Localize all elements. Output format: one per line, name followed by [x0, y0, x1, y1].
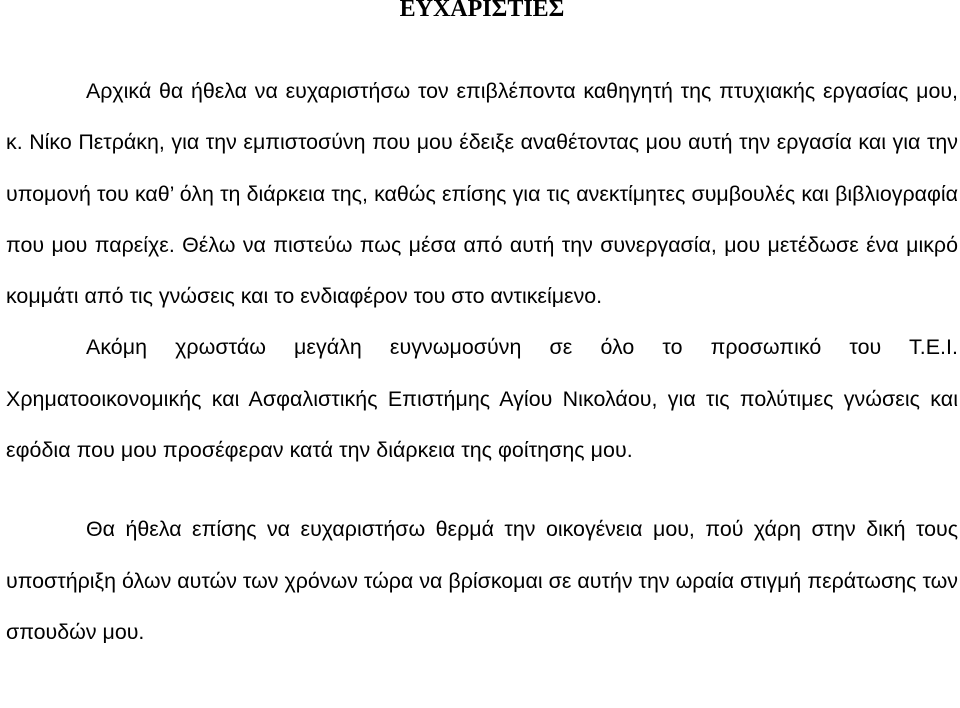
document-page — [6, 0, 958, 658]
paragraph-staff-thanks: Ακόμη χρωστάω μεγάλη ευγνωμοσύνη σε όλο το προσωπικό του Τ.Ε.Ι. Χρηματοοικονομικής και Ασφαλιστικής Επιστήμης Αγίου Νικολάου, για τις πολύτιμες γνώσεις και εφόδια που μου προσέφεραν κατά την διάρκεια της φοίτησης μου. — [6, 335, 958, 463]
paragraph-supervisor-thanks: Αρχικά θα ήθελα να ευχαριστήσω τον επιβλέποντα καθηγητή της πτυχιακής εργασίας μου, κ. Νίκο Πετράκη, για την εμπιστοσύνη που μου έδειξε αναθέτοντας μου αυτή την εργασία και για την υπομονή του καθ’ όλη τη διάρκεια της, καθώς επίσης για τις ανεκτίμητες συμβουλές και βιβλιογραφία που μου παρείχε. Θέλω να πιστεύω πως μέσα από αυτή την συνεργασία, μου μετέδωσε ένα μικρό κομμάτι από τις γνώσεις και το ενδιαφέρον του στο αντικείμενο. — [6, 79, 958, 309]
page-title: ΕΥΧΑΡΙΣΤΙΕΣ — [399, 0, 565, 22]
paragraph-family-thanks: Θα ήθελα επίσης να ευχαριστήσω θερμά την οικογένεια μου, πού χάρη στην δική τους υποστήριξη όλων αυτών των χρόνων τώρα να βρίσκομαι σε αυτήν την ωραία στιγμή περάτωσης των σπουδών μου. — [6, 517, 958, 644]
